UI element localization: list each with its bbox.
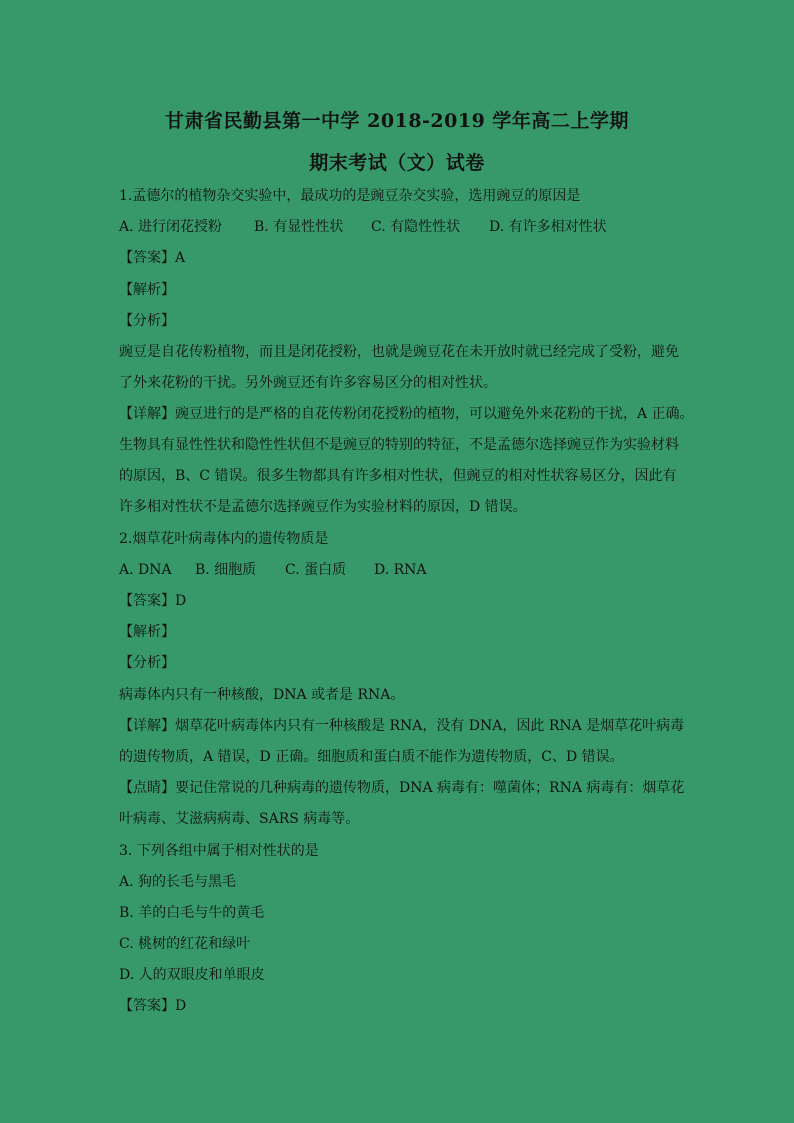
q1-options [119,218,607,236]
q2-options [119,561,427,579]
q1-detail-1: 【详解】豌豆进行的是严格的自花传粉闭花授粉的植物，可以避免外来花粉的干扰，A 正确。 [119,406,694,422]
q2-option-a: A. DNA [119,562,172,578]
q1-option-b: B. 有显性性状 [254,219,344,235]
q1-fenxi-text-2: 了外来花粉的干扰。另外豌豆还有许多容易区分的相对性状。 [119,375,497,391]
q3-option-a: A. 狗的长毛与黑毛 [119,874,237,890]
q1-jiexi-label: 【解析】 [119,282,175,298]
q3-stem: 3. 下列各组中属于相对性状的是 [119,843,319,859]
q1-detail-4: 许多相对性状不是孟德尔选择豌豆作为实验材料的原因，D 错误。 [119,499,527,515]
q3-option-b: B. 羊的白毛与牛的黄毛 [119,905,265,921]
q2-fenxi-text-1: 病毒体内只有一种核酸，DNA 或者是 RNA。 [119,687,405,703]
q2-option-c: C. 蛋白质 [285,562,347,578]
page-title: 甘肃省民勤县第一中学 2018-2019 学年高二上学期 [165,110,629,132]
q1-stem: 1.孟德尔的植物杂交实验中，最成功的是豌豆杂交实验，选用豌豆的原因是 [119,188,581,204]
q1-detail-3: 的原因，B、C 错误。很多生物都具有许多相对性状，但豌豆的相对性状容易区分，因此有 [119,468,677,484]
q1-fenxi-label: 【分析】 [119,313,175,329]
q1-option-a: A. 进行闭花授粉 [119,219,223,235]
q2-answer: 【答案】D [119,593,187,609]
q2-dianjing-1: 【点睛】要记住常说的几种病毒的遗传物质，DNA 病毒有：噬菌体；RNA 病毒有：烟草花 [119,780,685,796]
q2-option-d: D. RNA [374,562,427,578]
q2-detail-2: 的遗传物质，A 错误，D 正确。细胞质和蛋白质不能作为遗传物质，C、D 错误。 [119,749,624,765]
q1-fenxi-text-1: 豌豆是自花传粉植物，而且是闭花授粉，也就是豌豆花在未开放时就已经完成了受粉，避免 [119,344,679,360]
q2-jiexi-label: 【解析】 [119,624,175,640]
q1-answer: 【答案】A [119,250,186,266]
q2-dianjing-2: 叶病毒、艾滋病病毒、SARS 病毒等。 [119,811,360,827]
q3-answer: 【答案】D [119,998,187,1014]
q2-option-b: B. 细胞质 [195,562,257,578]
q1-detail-2: 生物具有显性性状和隐性性状但不是豌豆的特别的特征，不是孟德尔选择豌豆作为实验材料 [119,437,679,453]
page-subtitle: 期末考试（文）试卷 [309,152,485,174]
q2-stem: 2.烟草花叶病毒体内的遗传物质是 [119,531,329,547]
q1-option-c: C. 有隐性性状 [371,219,461,235]
q3-option-c: C. 桃树的红花和绿叶 [119,936,251,952]
q1-option-d: D. 有许多相对性状 [489,219,607,235]
q3-option-d: D. 人的双眼皮和单眼皮 [119,967,265,983]
q2-detail-1: 【详解】烟草花叶病毒体内只有一种核酸是 RNA，没有 DNA，因此 RNA 是烟草花叶病毒 [119,718,685,734]
q2-fenxi-label: 【分析】 [119,655,175,671]
